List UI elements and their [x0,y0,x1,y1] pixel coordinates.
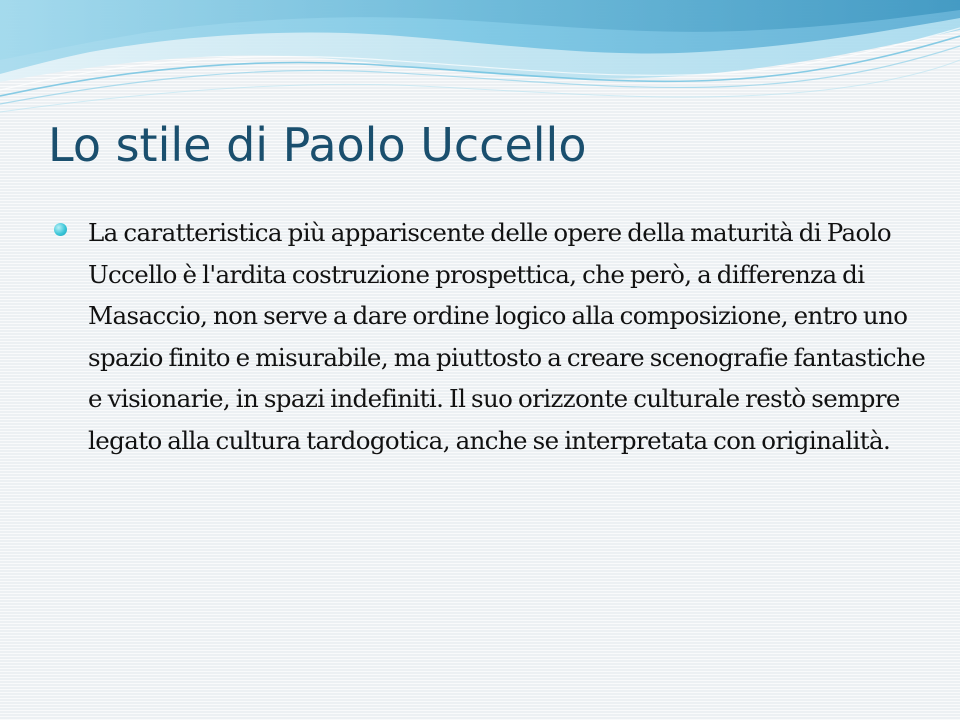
bullet-list [54,212,934,461]
bullet-item [54,212,934,461]
bullet-icon [54,223,67,236]
slide-title: Lo stile di Paolo Uccello [48,118,587,172]
bullet-text: La caratteristica più appariscente delle opere della maturità di Paolo Uccello è l'ardita costruzione prospettica, che però, a differenza di Masaccio, non serve a dare ordine logico alla composizione, entro uno spazio finito e misurabile, ma piuttosto a creare scenografie fantastiche e visionarie, in spazi indefiniti. Il suo orizzonte culturale restò sempre legato alla cultura tardogotica, anche se interpretata con originalità. [88,218,926,455]
wave-banner-decoration [0,0,960,120]
